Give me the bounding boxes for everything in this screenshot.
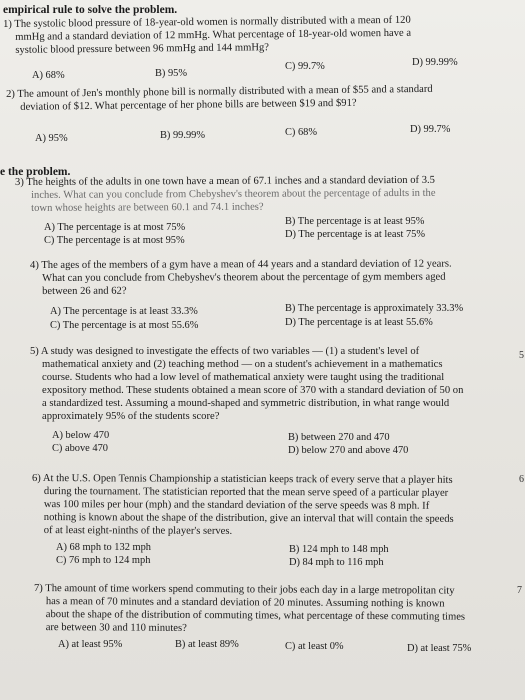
question-line: between 26 and 62? [42,285,127,297]
option-b[interactable]: B) between 270 and 470 [288,432,390,443]
option-b[interactable]: B) 95% [155,68,188,79]
question-line: 4) The ages of the members of a gym have a mean of 44 years and a standard deviation of 12 years. [30,258,452,271]
question-6 [32,472,454,539]
option-d[interactable]: D) 99.99% [412,57,458,68]
option-d[interactable]: D) below 270 and above 470 [288,445,409,456]
option-c[interactable]: C) The percentage is at most 95% [44,235,185,246]
option-b[interactable]: B) 124 mph to 148 mph [289,544,389,555]
option-d[interactable]: D) at least 75% [407,643,472,654]
option-b[interactable]: B) 99.99% [160,130,206,141]
question-line: of at least eight-ninths of the player's serves. [43,525,233,537]
question-line: inches. What can you conclude from Chebyshev's theorem about the percentage of adults in the [31,187,436,201]
option-c[interactable]: C) 76 mph to 124 mph [56,555,151,566]
question-5 [30,345,463,423]
option-d[interactable]: D) 99.7% [410,124,451,135]
question-line: about the shape of the distribution of commuting times, what percentage of these commuting times [45,609,466,623]
question-line: mmHg and a standard deviation of 12 mmHg. What percentage of 18-year-old women have a [15,27,412,43]
question-line: was 100 miles per hour (mph) and the standard deviation of the serve speeds was 8 mph. If [43,499,430,512]
question-line: 3) The heights of the adults in one town have a mean of 67.1 inches and a standard deviation of 3.5 [15,174,435,188]
question-line: expository method. These students obtained a mean score of 370 with a standard deviation of 50 on [42,385,464,396]
option-b[interactable]: B) The percentage is approximately 33.3% [285,303,464,314]
option-a[interactable]: A) The percentage is at least 33.3% [50,306,198,317]
question-line: mathematical anxiety and (2) teaching method — on a student's achievement in a mathematics [42,359,443,370]
section-header: empirical rule to solve the problem. [3,4,178,16]
margin-number: 6 [519,474,524,485]
option-d[interactable]: D) 84 mph to 116 mph [289,557,384,568]
question-line: 7) The amount of time workers spend commuting to their jobs each day in a large metropolitan city [33,583,455,597]
option-a[interactable]: A) below 470 [52,430,110,441]
option-d[interactable]: D) The percentage is at least 75% [285,229,426,240]
question-line: approximately 95% of the students score? [42,411,220,422]
question-1 [3,14,411,57]
option-b[interactable]: B) The percentage is at least 95% [285,216,425,227]
question-line: nothing is known about the shape of the distribution, give an interval that will contain the speeds [43,512,454,525]
option-c[interactable]: C) at least 0% [285,641,344,652]
question-line: 1) The systolic blood pressure of 18-year-old women is normally distributed with a mean of 120 [3,14,411,30]
option-c[interactable]: C) 68% [285,127,318,138]
question-7 [34,582,466,637]
margin-number: 5 [519,350,524,361]
option-a[interactable]: A) 95% [35,133,68,144]
option-a[interactable]: A) 68 mph to 132 mph [56,542,151,553]
question-line: during the tournament. The statistician reported that the mean serve speed of a particular player [43,486,449,499]
option-c[interactable]: C) The percentage is at most 55.6% [50,320,199,331]
option-c[interactable]: C) 99.7% [285,61,325,72]
question-line: are between 30 and 110 minutes? [45,622,187,634]
question-line: What can you conclude from Chebyshev's theorem about the percentage of gym members aged [42,271,446,284]
question-line: town whose heights are between 60.1 and 74.1 inches? [31,201,264,214]
option-a[interactable]: A) 68% [32,70,65,81]
question-4 [30,258,452,298]
option-c[interactable]: C) above 470 [52,443,108,454]
option-a[interactable]: A) at least 95% [58,639,123,650]
question-line: course. Students who had a low level of mathematical anxiety were taught using the traditional [42,372,445,383]
section-header: e the problem. [0,166,71,178]
option-d[interactable]: D) The percentage is at least 55.6% [285,317,433,328]
question-line: 5) A study was designed to investigate the effects of two variables — (1) a student's level of [30,346,420,357]
margin-number: 7 [517,585,522,596]
question-line: 6) At the U.S. Open Tennis Championship a statistician keeps track of every serve that a player hits [31,473,453,486]
question-line: 2) The amount of Jen's monthly phone bill is normally distributed with a mean of $55 and a standard [6,83,433,100]
question-2 [6,83,433,114]
option-a[interactable]: A) The percentage is at most 75% [44,222,186,233]
question-line: deviation of $12. What percentage of her phone bills are between $19 and $91? [20,97,357,113]
option-b[interactable]: B) at least 89% [175,639,239,650]
question-line: a standardized test. Assuming a mound-shaped and symmetric distribution, in what range would [42,398,450,409]
question-line: systolic blood pressure between 96 mmHg and 144 mmHg? [15,42,270,56]
question-line: has a mean of 70 minutes and a standard deviation of 20 minutes. Assuming nothing is known [45,596,445,610]
question-3 [15,174,436,215]
